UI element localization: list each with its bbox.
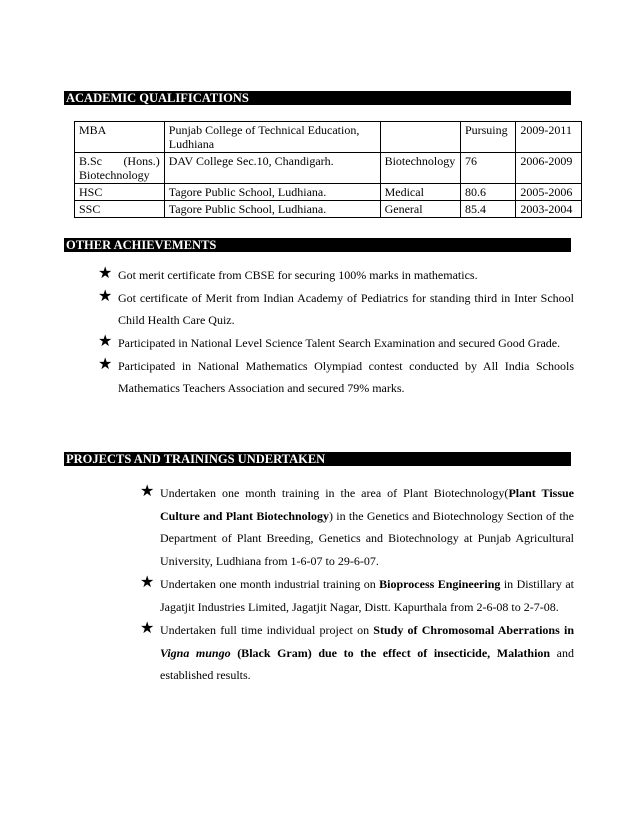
stream-cell: [380, 122, 460, 153]
achievement-text: Got certificate of Merit from Indian Academy of Pediatrics for standing third in Inter School Child Health Care Quiz.: [118, 291, 574, 327]
project-text: and established results.: [160, 645, 574, 682]
achievements-section-title: OTHER ACHIEVEMENTS: [66, 238, 217, 252]
star-icon: ★: [140, 483, 155, 500]
degree-cell: SSC: [75, 201, 165, 218]
table-row: [75, 184, 582, 201]
year-cell: 2003-2004: [516, 201, 582, 218]
project-text: Undertaken one month industrial training on: [160, 577, 380, 591]
achievement-text: Participated in National Mathematics Olympiad contest conducted by All India Schools Mathematics Teachers Association and secured 79% marks.: [118, 359, 574, 395]
marks-cell: 85.4: [460, 201, 515, 218]
projects-list: [140, 482, 574, 687]
achievement-text: Got merit certificate from CBSE for securing 100% marks in mathematics.: [118, 268, 478, 282]
marks-cell: Pursuing: [460, 122, 515, 153]
year-cell: 2005-2006: [516, 184, 582, 201]
list-item: [140, 573, 574, 618]
stream-cell: Medical: [380, 184, 460, 201]
stream-cell: Biotechnology: [380, 153, 460, 184]
project-highlight: Bioprocess Engineering: [379, 577, 501, 591]
qualifications-table: [74, 121, 582, 218]
project-text: ) in the Genetics and Biotechnology Section of the Department of Plant Breeding, Genetics and Biotechnology at Punjab Agricultural University, Ludhiana from 1-6-07 to 29-6-07.: [160, 508, 574, 568]
degree-cell: MBA: [75, 122, 165, 153]
project-species: Vigna mungo: [160, 645, 231, 660]
star-icon: ★: [140, 574, 155, 591]
degree-cell: [75, 153, 165, 184]
year-cell: 2006-2009: [516, 153, 582, 184]
degree-part: B.Sc: [79, 154, 103, 168]
star-icon: ★: [98, 356, 113, 373]
project-highlight: (Black Gram) due to the effect of insecticide, Malathion: [230, 645, 551, 660]
projects-section-header: [64, 452, 571, 466]
table-row: [75, 153, 582, 184]
list-item: [140, 482, 574, 572]
table-row: [75, 201, 582, 218]
degree-cell: HSC: [75, 184, 165, 201]
list-item: [98, 355, 574, 399]
marks-cell: 76: [460, 153, 515, 184]
list-item: [98, 287, 574, 331]
academic-section-title: ACADEMIC QUALIFICATIONS: [66, 91, 249, 105]
list-item: [98, 264, 574, 286]
project-highlight: Study of Chromosomal Aberrations in: [373, 623, 574, 637]
institute-cell: Tagore Public School, Ludhiana.: [164, 184, 380, 201]
achievement-text: Participated in National Level Science Talent Search Examination and secured Good Grade.: [118, 336, 561, 350]
list-item: [140, 619, 574, 687]
institute-cell: Punjab College of Technical Education, Ludhiana: [164, 122, 380, 153]
project-text: Undertaken one month training in the area of Plant Biotechnology(: [160, 486, 509, 500]
star-icon: ★: [140, 620, 155, 637]
institute-cell: Tagore Public School, Ludhiana.: [164, 201, 380, 218]
list-item: [98, 332, 574, 354]
marks-cell: 80.6: [460, 184, 515, 201]
star-icon: ★: [98, 265, 113, 282]
projects-section-title: PROJECTS AND TRAININGS UNDERTAKEN: [66, 452, 326, 466]
table-row: [75, 122, 582, 153]
project-text: in Distillary at Jagatjit Industries Limited, Jagatjit Nagar, Distt. Kapurthala from 2-6-08 to 2-7-08.: [160, 577, 574, 614]
degree-part: Biotechnology: [79, 168, 150, 182]
achievements-list: [98, 264, 574, 399]
degree-part: (Hons.): [123, 154, 160, 168]
institute-cell: DAV College Sec.10, Chandigarh.: [164, 153, 380, 184]
project-text: Undertaken full time individual project on: [160, 623, 374, 637]
year-cell: 2009-2011: [516, 122, 582, 153]
academic-section-header: [64, 91, 571, 105]
stream-cell: General: [380, 201, 460, 218]
star-icon: ★: [98, 288, 113, 305]
star-icon: ★: [98, 333, 113, 350]
project-highlight: Plant Tissue Culture and Plant Biotechnology: [160, 486, 574, 523]
achievements-section-header: [64, 238, 571, 252]
